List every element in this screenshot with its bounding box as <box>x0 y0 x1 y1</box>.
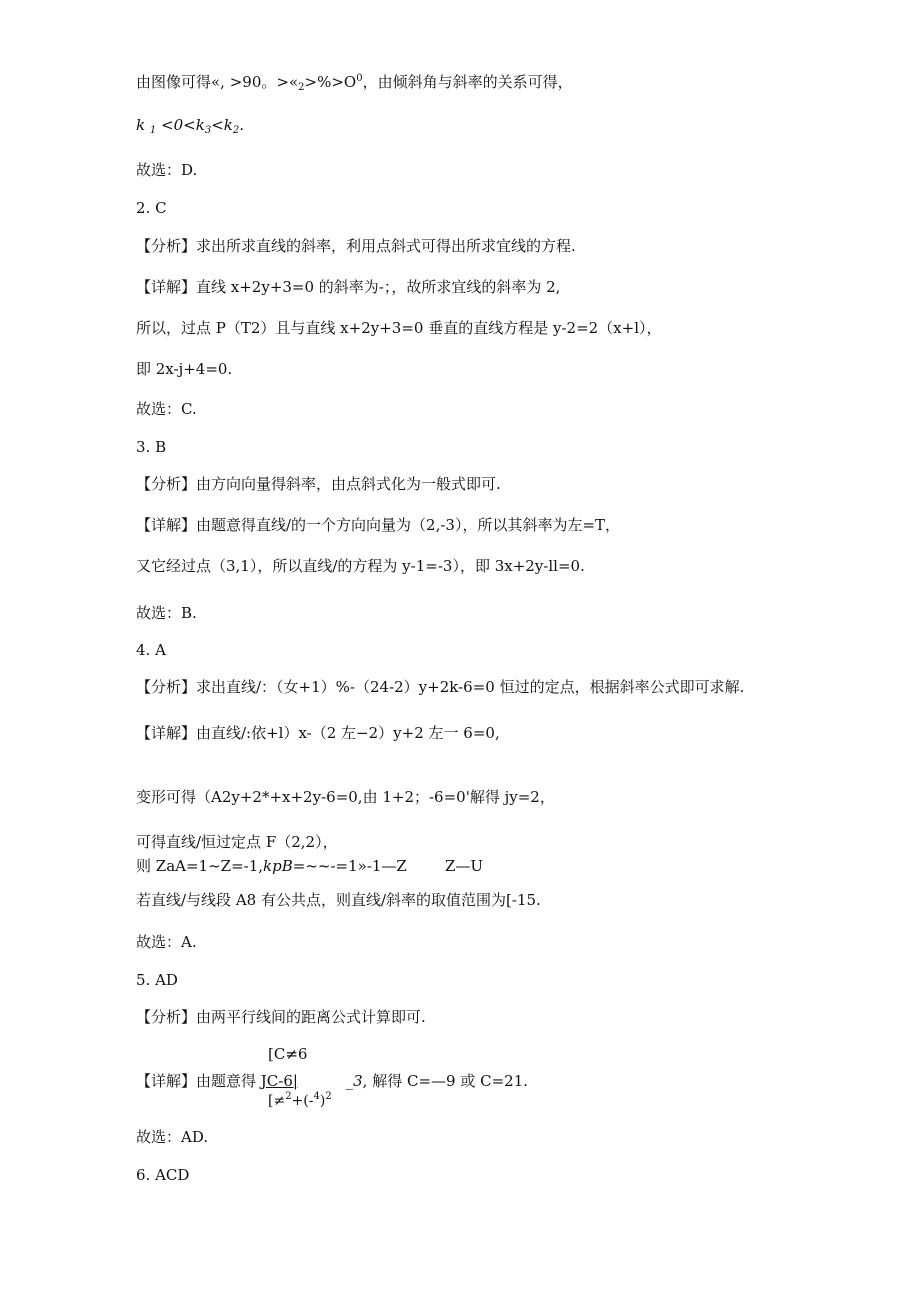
question-2-header: 2. C <box>136 199 167 217</box>
question-2-line-3: 即 2x-j+4=0. <box>136 360 233 378</box>
question-3-header: 3. B <box>136 438 167 456</box>
question-4-line-3: 可得直线/恒过定点 F（2,2）， <box>136 833 338 851</box>
text-line-2: k $_1 <0<k_3<k_2$. <box>136 116 245 136</box>
question-5-system-bottom: [$\ne^2+(-^4)^2$ <box>268 1091 332 1109</box>
question-5-analysis: 【分析】由两平行线间的距离公式计算即可. <box>136 1008 426 1026</box>
question-4-line-2: 变形可得（A2y+2*+x+2y-6=0,由 1+2；-6=0'解得 jy=2， <box>136 788 555 806</box>
question-4-line-5: 若直线/与线段 A8 有公共点，则直线/斜率的取值范围为[-15. <box>136 891 541 909</box>
answer-4: 故选：A. <box>136 933 197 951</box>
question-4-line-4: 则 ZaA=1~Z=-1,kpB=~~-=1»-1—Z Z—U <box>136 857 484 875</box>
text-line-1: 由图像可得«, >90。$>«_2>\%>O^0$，由倾斜角与斜率的关系可得， <box>136 73 573 93</box>
question-3-line-2: 又它经过点（3,1），所以直线/的方程为 y-1=-3），即 3x+2y-ll=0. <box>136 557 585 575</box>
question-2-analysis: 【分析】求出所求直线的斜率，利用点斜式可得出所求宜线的方程. <box>136 237 576 255</box>
question-4-detail: 【详解】由直线/:依+l）x-（2 左−2）y+2 左一 6=0, <box>136 724 500 742</box>
question-3-detail: 【详解】由题意得直线/的一个方向向量为（2,-3），所以其斜率为左=T， <box>136 516 621 534</box>
answer-1: 故选：D. <box>136 161 198 179</box>
question-3-analysis: 【分析】由方向向量得斜率，由点斜式化为一般式即可. <box>136 475 501 493</box>
question-4-analysis: 【分析】求出直线/：（女+1）%-（24-2）y+2k-6=0 恒过的定点，根据斜率公式即可求解. <box>136 678 745 696</box>
answer-5: 故选：AD. <box>136 1128 209 1146</box>
question-2-line-2: 所以，过点 P（T2）且与直线 x+2y+3=0 垂直的直线方程是 y-2=2（x+l）， <box>136 319 662 337</box>
question-4-header: 4. A <box>136 641 166 659</box>
question-5-detail: 【详解】由题意得 JC-6| _3, 解得 C=—9 或 C=21. <box>136 1072 529 1090</box>
question-5-system-top: [C≠6 <box>268 1045 308 1063</box>
answer-2: 故选：C. <box>136 400 197 418</box>
question-6-header: 6. ACD <box>136 1166 190 1184</box>
question-2-detail: 【详解】直线 x+2y+3=0 的斜率为-；，故所求宜线的斜率为 2, <box>136 278 561 296</box>
question-5-header: 5. AD <box>136 971 178 989</box>
answer-3: 故选：B. <box>136 604 197 622</box>
